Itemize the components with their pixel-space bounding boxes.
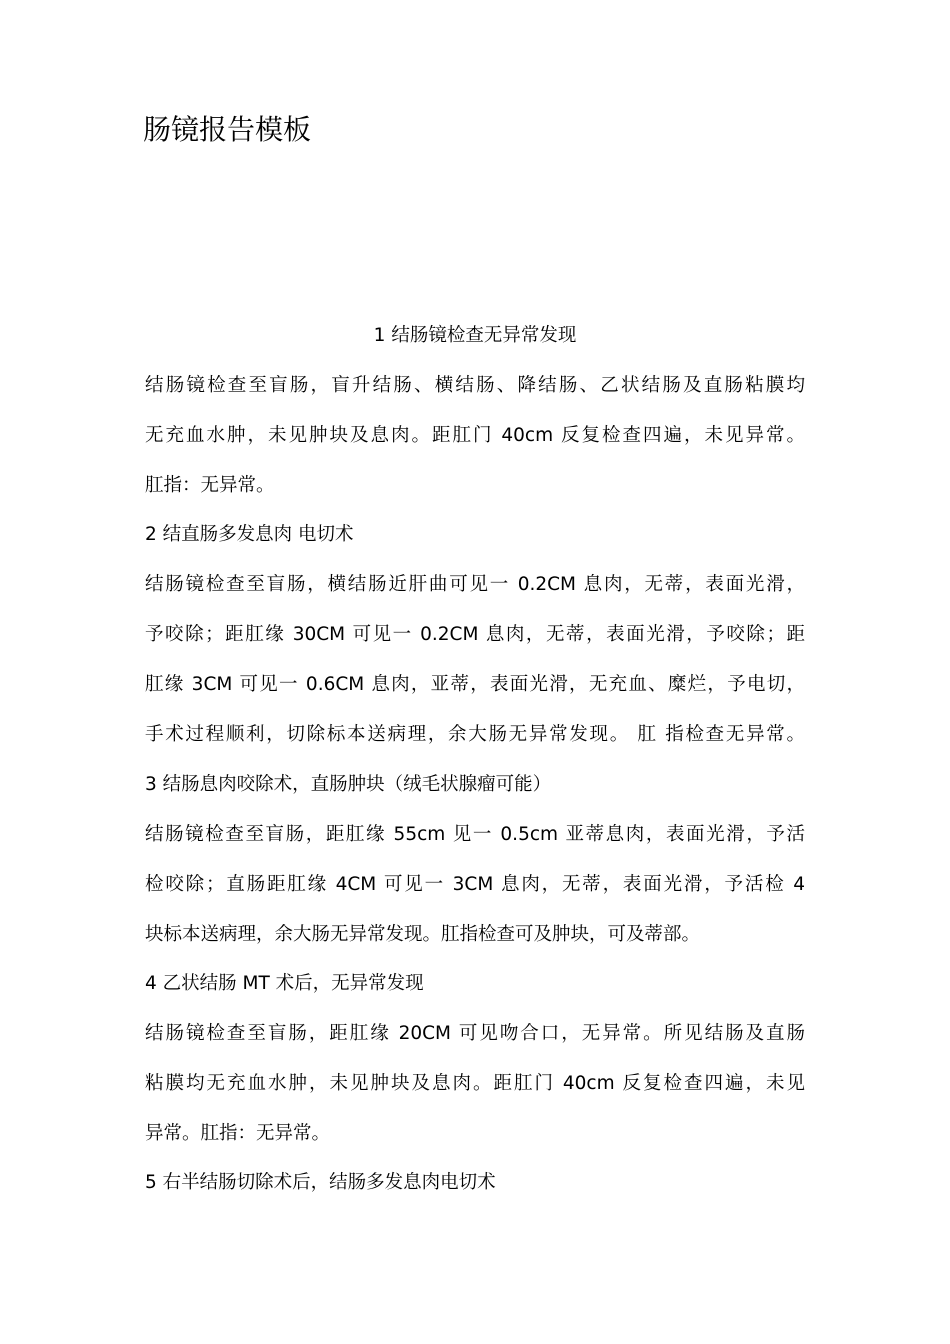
section-4-line-3: 异常。肛指：无异常。: [145, 1123, 331, 1144]
section-3-line-2: 检咬除；直肠距肛缘 4CM 可见一 3CM 息肉，无蒂，表面光滑，予活检 4: [145, 874, 805, 895]
section-3-line-3: 块标本送病理，余大肠无异常发现。肛指检查可及肿块，可及蒂部。: [145, 924, 701, 945]
section-2-line-4: 手术过程顺利，切除标本送病理，余大肠无异常发现。 肛 指检查无异常。: [145, 724, 805, 745]
section-4-line-1: 结肠镜检查至盲肠，距肛缘 20CM 可见吻合口，无异常。所见结肠及直肠: [145, 1023, 805, 1044]
section-heading-4: 4 乙状结肠 MT 术后，无异常发现: [145, 973, 424, 994]
section-1-line-1: 结肠镜检查至盲肠，盲升结肠、横结肠、降结肠、乙状结肠及直肠粘膜均: [145, 375, 805, 396]
section-2-line-1: 结肠镜检查至盲肠，横结肠近肝曲可见一 0.2CM 息肉，无蒂，表面光滑，: [145, 574, 805, 595]
section-2-line-3: 肛缘 3CM 可见一 0.6CM 息肉，亚蒂，表面光滑，无充血、糜烂，予电切，: [145, 674, 805, 695]
section-heading-2: 2 结直肠多发息肉 电切术: [145, 524, 354, 545]
section-heading-3: 3 结肠息肉咬除术，直肠肿块（绒毛状腺瘤可能）: [145, 774, 552, 795]
section-heading-1: 1 结肠镜检查无异常发现: [373, 325, 577, 346]
section-4-line-2: 粘膜均无充血水肿，未见肿块及息肉。距肛门 40cm 反复检查四遍，未见: [145, 1073, 805, 1094]
document-title: 肠镜报告模板: [143, 113, 312, 146]
section-heading-5: 5 右半结肠切除术后，结肠多发息肉电切术: [145, 1172, 496, 1193]
section-1-line-3: 肛指：无异常。: [145, 475, 275, 496]
section-1-line-2: 无充血水肿，未见肿块及息肉。距肛门 40cm 反复检查四遍，未见异常。: [145, 425, 805, 446]
section-2-line-2: 予咬除；距肛缘 30CM 可见一 0.2CM 息肉，无蒂，表面光滑，予咬除；距: [145, 624, 805, 645]
section-3-line-1: 结肠镜检查至盲肠，距肛缘 55cm 见一 0.5cm 亚蒂息肉，表面光滑，予活: [145, 824, 805, 845]
